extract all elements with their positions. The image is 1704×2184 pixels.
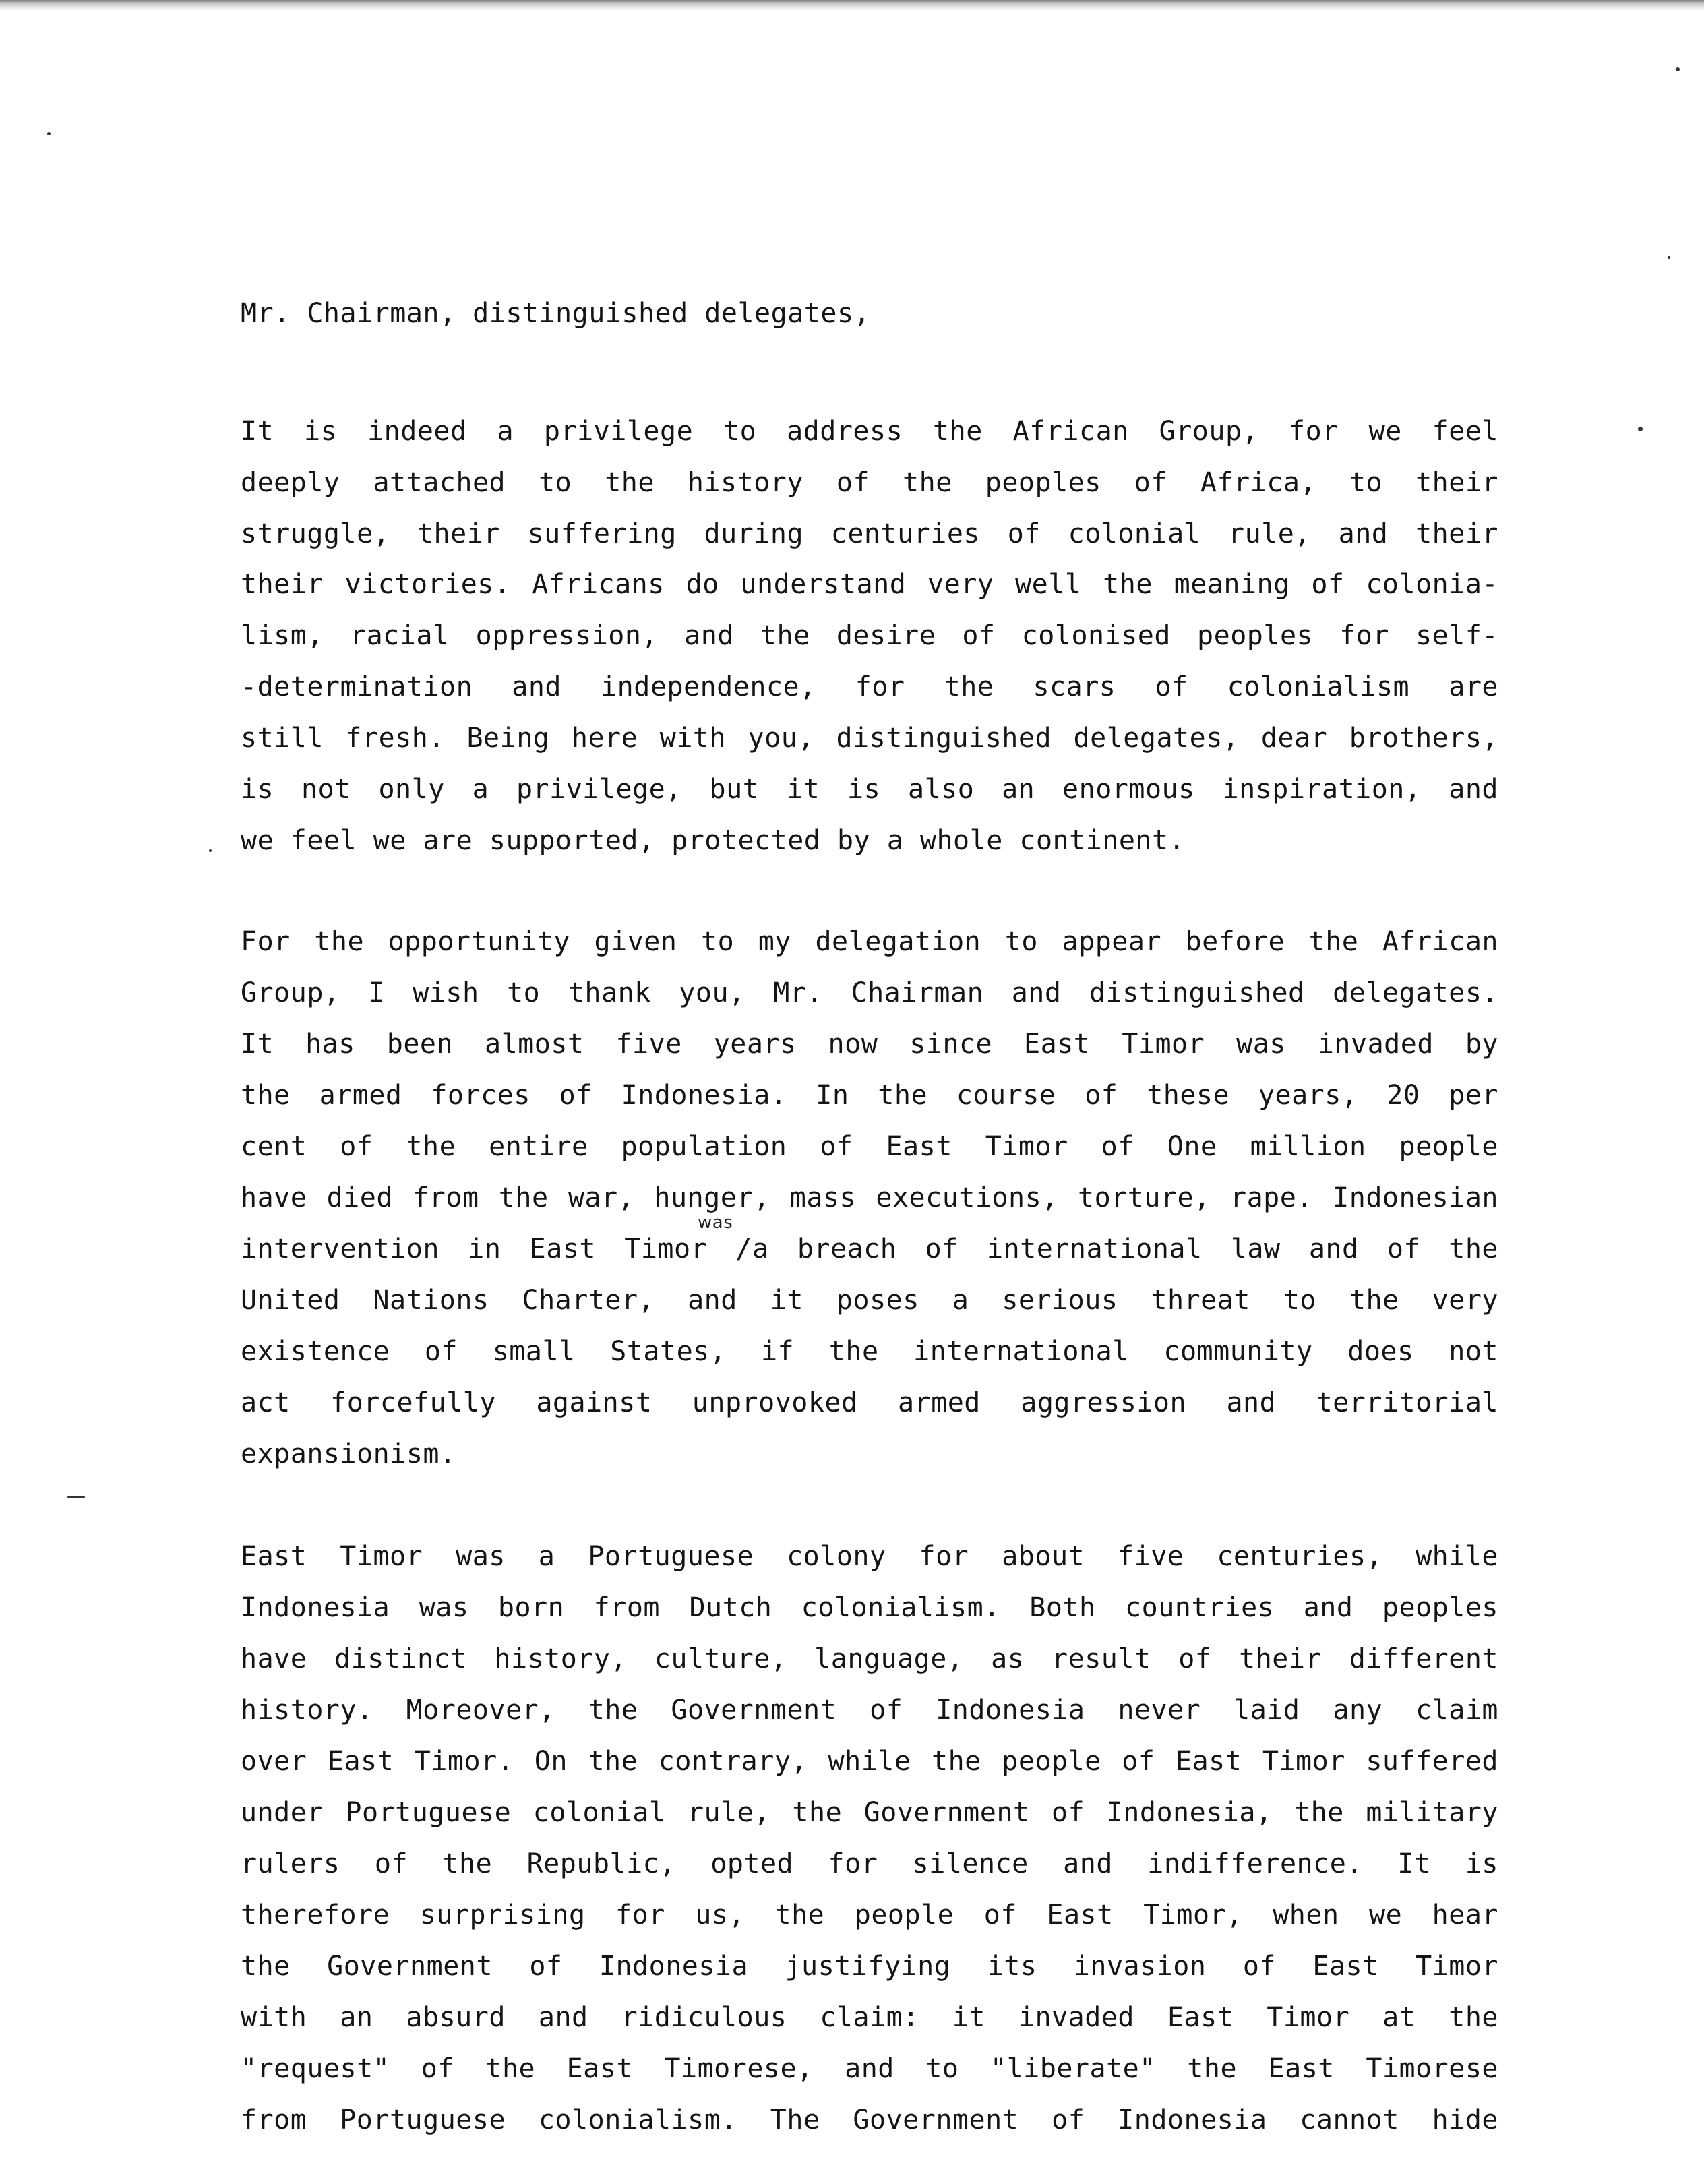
text-line: East Timor was a Portuguese colony for about five centuries, while <box>241 1541 1498 1572</box>
text-line: -determination and independence, for the scars of colonialism are <box>241 671 1498 702</box>
handwritten-insertion: was <box>698 1213 733 1233</box>
text-line: For the opportunity given to my delegation to appear before the African <box>241 926 1498 957</box>
text-line: their victories. Africans do understand very well the meaning of colonia- <box>241 569 1498 600</box>
scan-speck <box>1668 256 1670 259</box>
text-line: It is indeed a privilege to address the African Group, for we feel <box>241 416 1498 447</box>
scan-speck <box>47 132 51 135</box>
text-line: struggle, their suffering during centuries of colonial rule, and their <box>241 518 1498 549</box>
text-line: Group, I wish to thank you, Mr. Chairman and distinguished delegates. <box>241 977 1498 1008</box>
text-line: over East Timor. On the contrary, while the people of East Timor suffered <box>241 1746 1498 1777</box>
text-line: It has been almost five years now since East Timor was invaded by <box>241 1029 1498 1060</box>
text-line: expansionism. <box>241 1438 456 1469</box>
text-line: therefore surprising for us, the people of East Timor, when we hear <box>241 1900 1498 1931</box>
text-line: is not only a privilege, but it is also an enormous inspiration, and <box>241 774 1498 805</box>
letter-body <box>241 297 1498 2135</box>
text-line: existence of small States, if the international community does not <box>241 1336 1498 1367</box>
text-line: with an absurd and ridiculous claim: it invaded East Timor at the <box>241 2002 1498 2033</box>
text-line: under Portuguese colonial rule, the Government of Indonesia, the military <box>241 1797 1498 1828</box>
text-line: Indonesia was born from Dutch colonialism. Both countries and peoples <box>241 1592 1498 1623</box>
text-line: deeply attached to the history of the peoples of Africa, to their <box>241 467 1498 498</box>
text-line: "request" of the East Timorese, and to "liberate" the East Timorese <box>241 2053 1498 2084</box>
text-line: rulers of the Republic, opted for silence and indifference. It is <box>241 1848 1498 1879</box>
scan-speck <box>1676 67 1680 71</box>
text-line: have distinct history, culture, language, as result of their different <box>241 1643 1498 1674</box>
text-line: cent of the entire population of East Timor of One million people <box>241 1131 1498 1162</box>
scan-speck <box>67 1496 85 1498</box>
text-line: still fresh. Being here with you, distinguished delegates, dear brothers, <box>241 723 1498 754</box>
text-line: intervention in East Timor /a breach of international law and of the <box>241 1234 1498 1265</box>
text-line: the armed forces of Indonesia. In the course of these years, 20 per <box>241 1080 1498 1111</box>
text-line: have died from the war, hunger, mass executions, torture, rape. Indonesian <box>241 1182 1498 1213</box>
text-line: history. Moreover, the Government of Indonesia never laid any claim <box>241 1695 1498 1726</box>
text-line: the Government of Indonesia justifying its invasion of East Timor <box>241 1951 1498 1982</box>
scan-top-edge <box>0 0 1704 16</box>
scan-speck <box>1638 427 1643 431</box>
text-line: lism, racial oppression, and the desire of colonised peoples for self- <box>241 620 1498 651</box>
salutation: Mr. Chairman, distinguished delegates, <box>241 298 871 329</box>
text-line: from Portuguese colonialism. The Government of Indonesia cannot hide <box>241 2104 1498 2135</box>
text-line: United Nations Charter, and it poses a serious threat to the very <box>241 1285 1498 1316</box>
text-line: act forcefully against unprovoked armed aggression and territorial <box>241 1387 1498 1418</box>
scan-speck <box>209 849 212 852</box>
text-line: we feel we are supported, protected by a whole continent. <box>241 825 1186 856</box>
